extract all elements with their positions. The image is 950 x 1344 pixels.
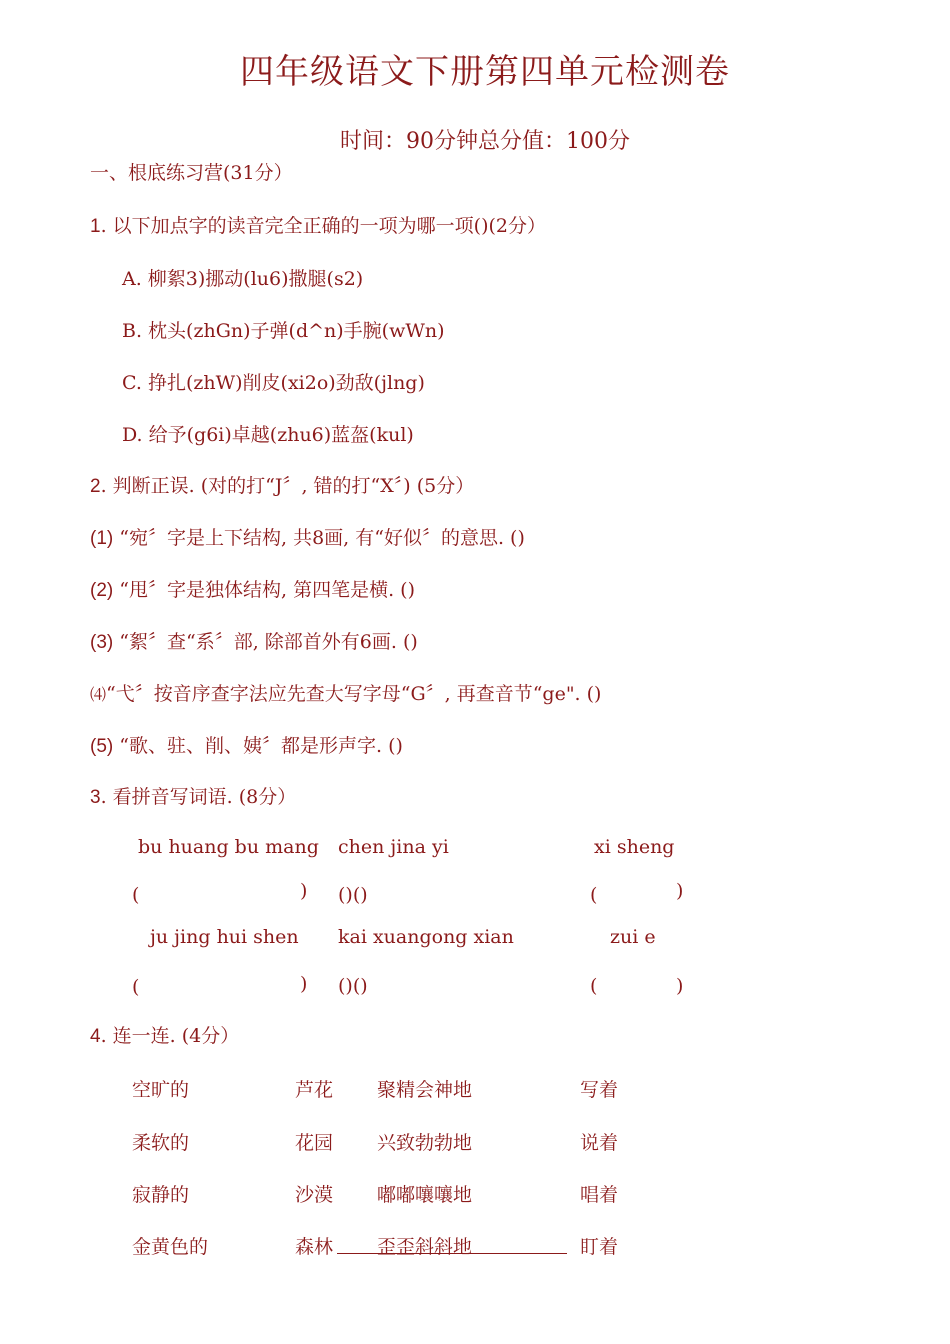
answer-blank-open[interactable]: ( [132,976,140,998]
question-2-item-4 [90,679,601,706]
page-title: 四年级语文下册第四单元检测卷 [240,52,730,92]
answer-blank-open[interactable]: ( [590,975,598,997]
question-number: 3 [90,787,101,808]
pinyin-1: bu huang bu mang [138,836,319,858]
item-text: “歌、驻、削、姨〞都是形声字. () [119,735,403,757]
question-text: . 以下加点字的读音完全正确的一项为哪一项()(2分） [100,215,546,237]
item-number: (3) [90,632,114,653]
item-number: (1) [90,528,114,549]
match-left-noun[interactable]: 沙漠 [295,1184,334,1206]
question-text: . 看拼音写词语. (8分） [100,786,297,808]
match-right-verb[interactable]: 说着 [580,1132,619,1154]
match-left-noun[interactable]: 芦花 [295,1079,334,1101]
question-2-item-3 [90,627,418,654]
pinyin-4: ju jing hui shen [150,926,299,948]
match-right-adverb[interactable]: 兴致勃勃地 [377,1132,473,1154]
question-1-option-a: A. 柳絮3)挪动(lu6)撒腿(s2) [122,268,364,290]
match-right-adverb[interactable]: 聚精会神地 [377,1079,473,1101]
answer-blank-pair[interactable]: ()() [338,884,368,906]
match-left-noun[interactable]: 花园 [295,1132,334,1154]
item-text: “弋〞按音序查字法应先查大写字母“G〞, 再查音节“ge". () [106,683,602,705]
question-number: 4 [90,1026,101,1047]
question-text: . 连一连. (4分） [100,1025,240,1047]
question-1-stem [90,211,546,238]
question-2-item-5 [90,731,403,758]
answer-blank-close[interactable]: ) [300,973,308,995]
question-number: 2 [90,476,101,497]
item-text: “甩〞字是独体结构, 第四笔是横. () [119,579,415,601]
match-right-adverb[interactable]: 嘟嘟嚷嚷地 [377,1184,473,1206]
pinyin-3: xi sheng [594,836,675,858]
answer-blank-pair[interactable]: ()() [338,975,368,997]
item-number: (5) [90,736,114,757]
match-left-adjective[interactable]: 寂静的 [132,1184,190,1206]
match-right-adverb[interactable]: 歪歪斜斜地 [377,1236,473,1258]
question-4-stem [90,1021,239,1048]
question-1-option-b: B. 枕头(zhGn)子弹(d^n)手腕(wWn) [122,320,445,342]
exam-meta: 时间：90分钟总分值：100分 [340,129,630,154]
answer-blank-open[interactable]: ( [590,884,598,906]
question-text: . 判断正误. (对的打“J〞, 错的打“X〞) (5分） [100,475,475,497]
match-left-noun[interactable]: 森林 [295,1236,334,1258]
answer-blank-close[interactable]: ) [676,880,684,902]
pinyin-6: zui e [610,926,656,948]
match-left-adjective[interactable]: 金黄色的 [132,1236,209,1258]
item-number: ⑷ [90,685,107,704]
question-2-stem [90,471,474,498]
item-number: (2) [90,580,114,601]
match-right-verb[interactable]: 盯着 [580,1236,619,1258]
question-2-item-2 [90,575,415,602]
answer-blank-close[interactable]: ) [300,880,308,902]
question-3-stem [90,782,296,809]
pinyin-5: kai xuangong xian [338,926,514,948]
question-2-item-1 [90,523,525,550]
item-text: “宛〞字是上下结构, 共8画, 有“好似〞的意思. () [119,527,525,549]
answer-blank-close[interactable]: ) [676,975,684,997]
match-left-adjective[interactable]: 空旷的 [132,1079,190,1101]
question-number: 1 [90,216,101,237]
match-right-verb[interactable]: 写着 [580,1079,619,1101]
match-left-adjective[interactable]: 柔软的 [132,1132,190,1154]
section-heading: 一、根底练习营(31分） [90,162,293,184]
question-1-option-c: C. 挣扎(zhW)削皮(xi2o)劲敌(jlng) [122,372,425,394]
answer-blank-open[interactable]: ( [132,884,140,906]
item-text: “絮〞查“系〞部, 除部首外有6画. () [119,631,418,653]
question-1-option-d: D. 给予(g6i)卓越(zhu6)蓝盔(kul) [122,424,414,446]
match-right-verb[interactable]: 唱着 [580,1184,619,1206]
pinyin-2: chen jina yi [338,836,449,858]
